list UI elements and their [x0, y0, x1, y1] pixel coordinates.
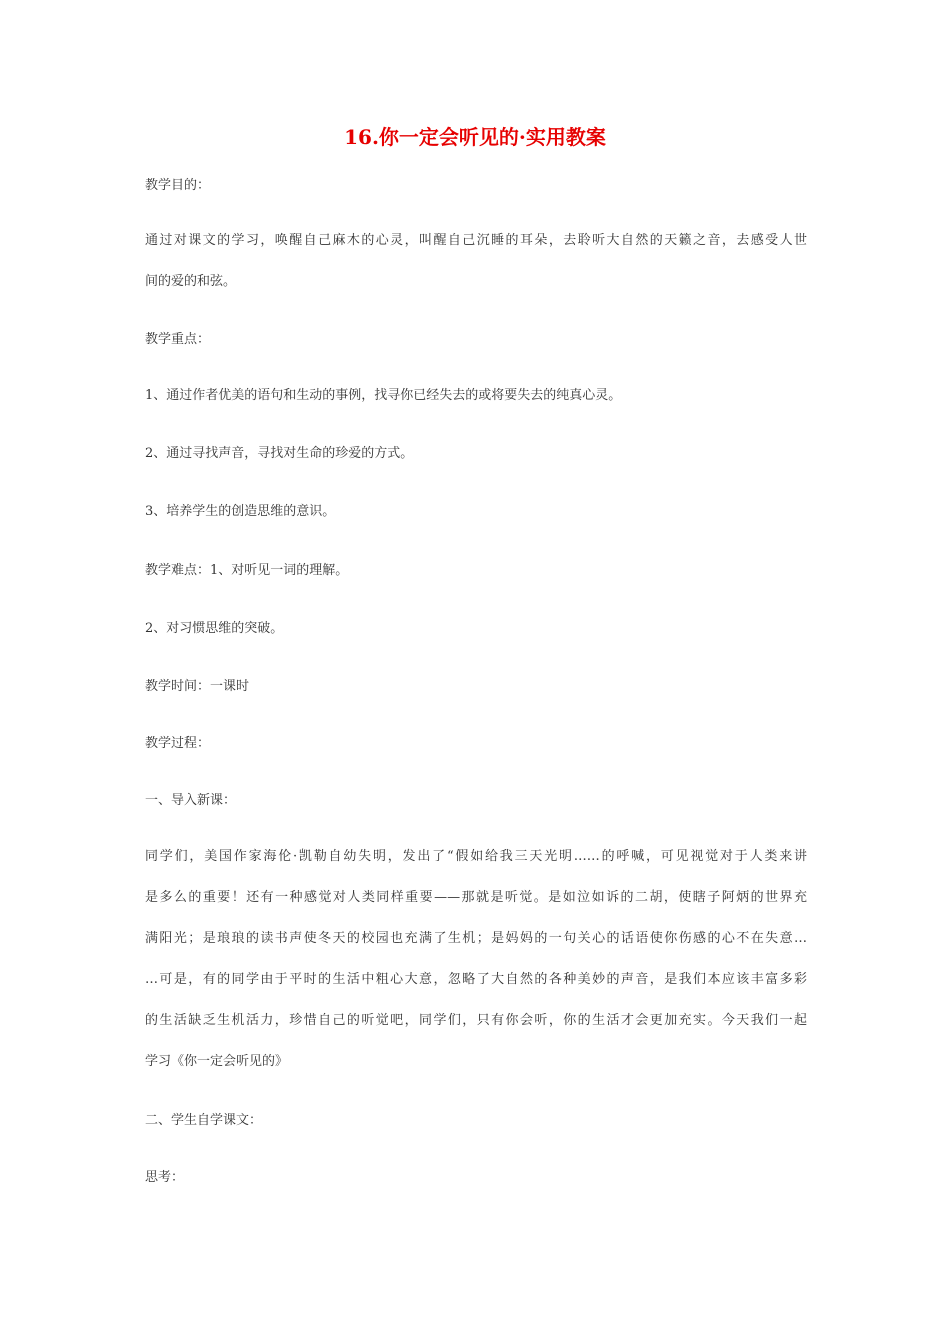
section-2-heading: 二、学生自学课文：	[145, 1113, 263, 1128]
objective-heading: 教学目的：	[145, 178, 211, 193]
section-1-heading: 一、导入新课：	[145, 793, 237, 808]
intro-line: 同学们，美国作家海伦·凯勒自幼失明，发出了“假如给我三天光明……的呼喊，可见视觉对于人类来讲	[145, 849, 807, 864]
objective-line: 间的爱的和弦。	[145, 274, 237, 289]
objective-paragraph	[145, 231, 807, 313]
page-title: 16.你一定会听见的·实用教案	[344, 125, 606, 149]
process-heading: 教学过程：	[145, 736, 211, 751]
difficulty-line: 教学难点：1、对听见一词的理解。	[145, 563, 349, 578]
intro-line: 满阳光；是琅琅的读书声使冬天的校园也充满了生机；是妈妈的一句关心的话语使你伤感的心不在失意…	[145, 931, 807, 946]
key-point-item: 1、通过作者优美的语句和生动的事例，找寻你已经失去的或将要失去的纯真心灵。	[145, 388, 622, 403]
intro-paragraph	[145, 847, 807, 1093]
difficulty-item: 2、对习惯思维的突破。	[145, 621, 284, 636]
objective-line: 通过对课文的学习，唤醒自己麻木的心灵，叫醒自己沉睡的耳朵，去聆听大自然的天籁之音，去感受人世	[145, 233, 807, 248]
intro-line: 是多么的重要！还有一种感觉对人类同样重要——那就是听觉。是如泣如诉的二胡，使瞎子阿炳的世界充	[145, 890, 807, 905]
intro-line: …可是，有的同学由于平时的生活中粗心大意，忽略了大自然的各种美妙的声音，是我们本应该丰富多彩	[145, 972, 807, 987]
think-label: 思考：	[145, 1170, 185, 1185]
key-point-item: 2、通过寻找声音，寻找对生命的珍爱的方式。	[145, 446, 414, 461]
key-points-heading: 教学重点：	[145, 332, 211, 347]
key-point-item: 3、培养学生的创造思维的意识。	[145, 504, 336, 519]
intro-line: 学习《你一定会听见的》	[145, 1054, 289, 1069]
teaching-time: 教学时间：一课时	[145, 679, 250, 694]
intro-line: 的生活缺乏生机活力，珍惜自己的听觉吧，同学们，只有你会听，你的生活才会更加充实。今天我们一起	[145, 1013, 807, 1028]
